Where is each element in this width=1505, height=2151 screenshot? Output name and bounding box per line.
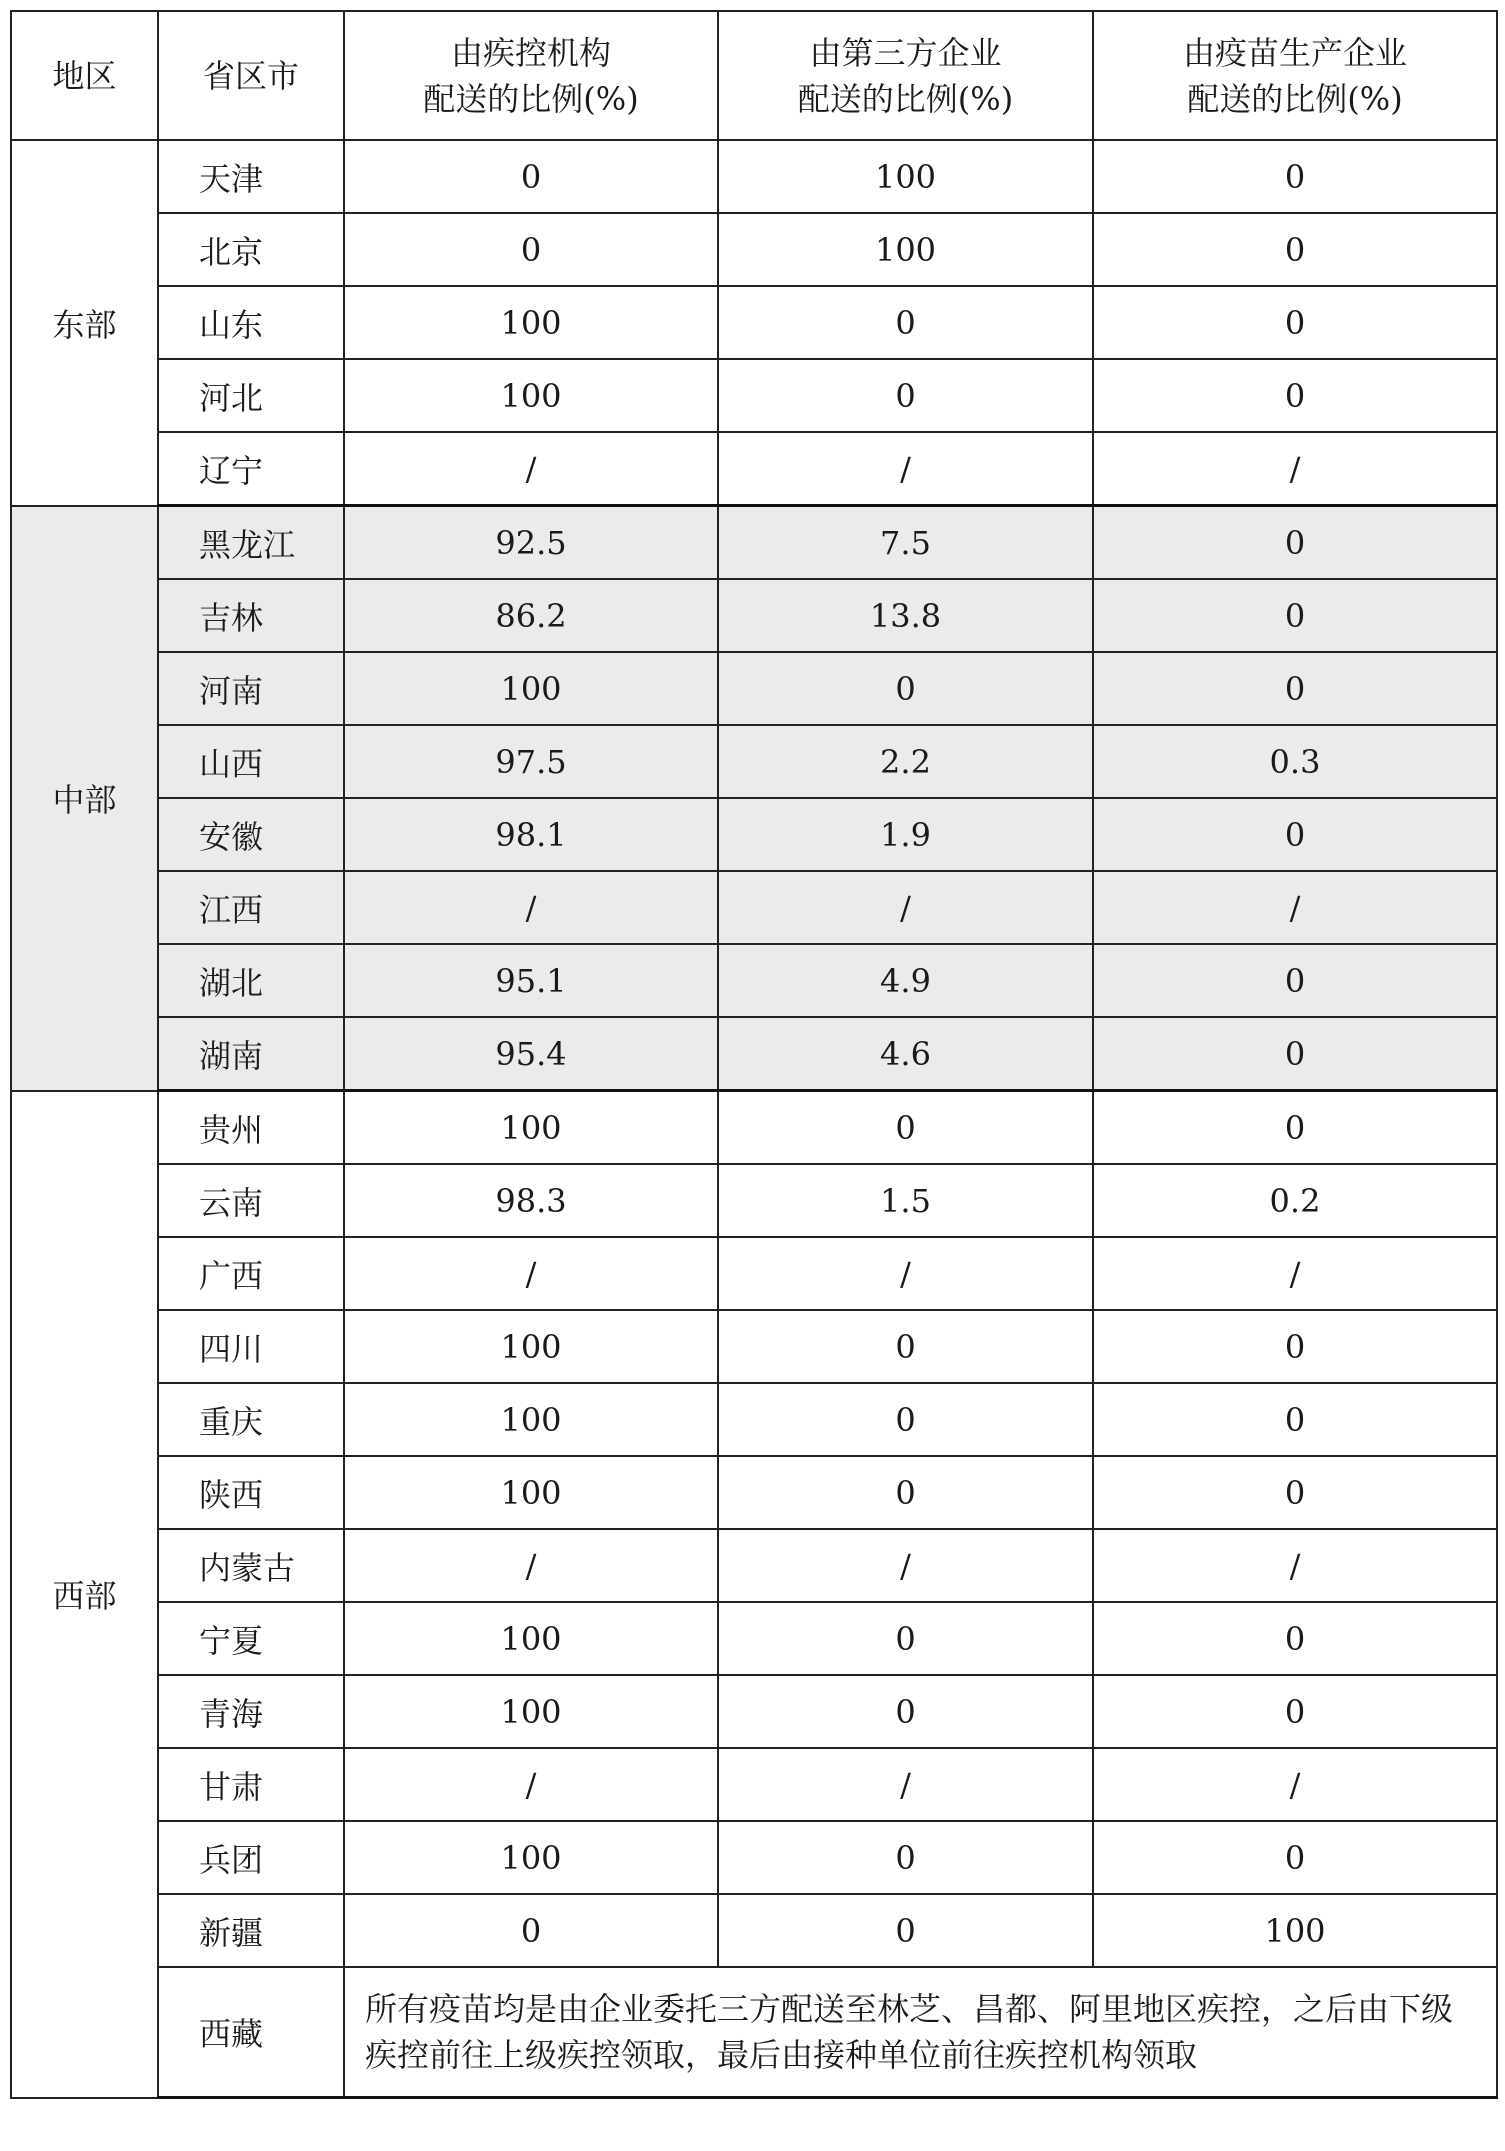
manufacturer-value-cell: 0 (1093, 213, 1497, 286)
third-party-value-cell: 0 (718, 1091, 1093, 1165)
table-row (11, 1602, 1497, 1675)
third-party-value-cell: 13.8 (718, 579, 1093, 652)
table-row (11, 1310, 1497, 1383)
cdc-value-cell: 100 (344, 1310, 718, 1383)
vaccine-distribution-table (10, 10, 1498, 2099)
third-party-value-cell: 0 (718, 1602, 1093, 1675)
third-party-value-cell: 100 (718, 213, 1093, 286)
manufacturer-value-cell: 0.3 (1093, 725, 1497, 798)
table-row (11, 1967, 1497, 2098)
province-cell: 兵团 (158, 1821, 344, 1894)
province-cell: 辽宁 (158, 432, 344, 506)
manufacturer-value-cell: / (1093, 1748, 1497, 1821)
third-party-value-cell: / (718, 871, 1093, 944)
table-row (11, 579, 1497, 652)
third-party-value-cell: / (718, 1237, 1093, 1310)
table-row (11, 213, 1497, 286)
third-party-value-cell: 0 (718, 1383, 1093, 1456)
province-cell: 安徽 (158, 798, 344, 871)
header-third-party (718, 11, 1093, 140)
note-cell: 所有疫苗均是由企业委托三方配送至林芝、昌都、阿里地区疾控，之后由下级疾控前往上级疾控领取，最后由接种单位前往疾控机构领取 (344, 1967, 1497, 2098)
manufacturer-value-cell: 0 (1093, 579, 1497, 652)
manufacturer-value-cell: 0 (1093, 1310, 1497, 1383)
table-header (11, 11, 1497, 140)
province-cell: 山东 (158, 286, 344, 359)
cdc-value-cell: 0 (344, 213, 718, 286)
third-party-value-cell: 0 (718, 1821, 1093, 1894)
cdc-value-cell: / (344, 871, 718, 944)
header-cdc (344, 11, 718, 140)
manufacturer-value-cell: / (1093, 432, 1497, 506)
province-cell: 四川 (158, 1310, 344, 1383)
province-cell: 西藏 (158, 1967, 344, 2098)
province-cell: 江西 (158, 871, 344, 944)
province-cell: 贵州 (158, 1091, 344, 1165)
cdc-value-cell: 100 (344, 1456, 718, 1529)
third-party-value-cell: 4.9 (718, 944, 1093, 1017)
table-row (11, 944, 1497, 1017)
third-party-value-cell: 0 (718, 1310, 1093, 1383)
third-party-value-cell: 0 (718, 1894, 1093, 1967)
province-cell: 云南 (158, 1164, 344, 1237)
table-row (11, 1675, 1497, 1748)
cdc-value-cell: 95.1 (344, 944, 718, 1017)
province-cell: 宁夏 (158, 1602, 344, 1675)
table-row (11, 1894, 1497, 1967)
manufacturer-value-cell: / (1093, 871, 1497, 944)
table-row (11, 359, 1497, 432)
table-row (11, 1748, 1497, 1821)
cdc-value-cell: / (344, 1748, 718, 1821)
manufacturer-value-cell: 0 (1093, 286, 1497, 359)
manufacturer-value-cell: / (1093, 1237, 1497, 1310)
manufacturer-value-cell: 0 (1093, 1821, 1497, 1894)
table-row (11, 1164, 1497, 1237)
header-province: 省区市 (158, 11, 344, 140)
header-third-party-line2: 配送的比例(%) (797, 79, 1014, 118)
cdc-value-cell: 92.5 (344, 506, 718, 580)
province-cell: 河北 (158, 359, 344, 432)
cdc-value-cell: 100 (344, 1675, 718, 1748)
manufacturer-value-cell: 0 (1093, 1091, 1497, 1165)
manufacturer-value-cell: 0 (1093, 1602, 1497, 1675)
third-party-value-cell: 0 (718, 359, 1093, 432)
province-cell: 新疆 (158, 1894, 344, 1967)
province-cell: 河南 (158, 652, 344, 725)
third-party-value-cell: 0 (718, 1675, 1093, 1748)
third-party-value-cell: 0 (718, 1456, 1093, 1529)
province-cell: 湖北 (158, 944, 344, 1017)
manufacturer-value-cell: 0 (1093, 1456, 1497, 1529)
cdc-value-cell: / (344, 1529, 718, 1602)
table-body (11, 140, 1497, 2098)
third-party-value-cell: 0 (718, 286, 1093, 359)
region-cell: 东部 (11, 140, 158, 506)
third-party-value-cell: 1.9 (718, 798, 1093, 871)
cdc-value-cell: 100 (344, 286, 718, 359)
table-row (11, 1383, 1497, 1456)
header-region: 地区 (11, 11, 158, 140)
province-cell: 黑龙江 (158, 506, 344, 580)
region-cell: 西部 (11, 1091, 158, 2098)
table-row (11, 432, 1497, 506)
table-row (11, 1091, 1497, 1165)
table-row (11, 798, 1497, 871)
table-row (11, 286, 1497, 359)
third-party-value-cell: 100 (718, 140, 1093, 213)
cdc-value-cell: 100 (344, 652, 718, 725)
manufacturer-value-cell: 0.2 (1093, 1164, 1497, 1237)
manufacturer-value-cell: 0 (1093, 359, 1497, 432)
manufacturer-value-cell: 0 (1093, 1383, 1497, 1456)
province-cell: 青海 (158, 1675, 344, 1748)
header-manufacturer-line2: 配送的比例(%) (1187, 79, 1403, 118)
third-party-value-cell: / (718, 432, 1093, 506)
region-cell: 中部 (11, 506, 158, 1091)
cdc-value-cell: / (344, 1237, 718, 1310)
cdc-value-cell: 100 (344, 359, 718, 432)
province-cell: 陕西 (158, 1456, 344, 1529)
table-row (11, 871, 1497, 944)
third-party-value-cell: 1.5 (718, 1164, 1093, 1237)
table-row (11, 652, 1497, 725)
cdc-value-cell: 0 (344, 140, 718, 213)
province-cell: 广西 (158, 1237, 344, 1310)
header-cdc-line2: 配送的比例(%) (423, 79, 639, 118)
cdc-value-cell: 0 (344, 1894, 718, 1967)
cdc-value-cell: 97.5 (344, 725, 718, 798)
cdc-value-cell: 100 (344, 1091, 718, 1165)
province-cell: 湖南 (158, 1017, 344, 1091)
manufacturer-value-cell: 0 (1093, 652, 1497, 725)
third-party-value-cell: / (718, 1529, 1093, 1602)
header-manufacturer (1093, 11, 1497, 140)
table-row (11, 1017, 1497, 1091)
third-party-value-cell: / (718, 1748, 1093, 1821)
third-party-value-cell: 2.2 (718, 725, 1093, 798)
cdc-value-cell: 98.3 (344, 1164, 718, 1237)
province-cell: 内蒙古 (158, 1529, 344, 1602)
third-party-value-cell: 0 (718, 652, 1093, 725)
province-cell: 甘肃 (158, 1748, 344, 1821)
manufacturer-value-cell: 0 (1093, 1017, 1497, 1091)
cdc-value-cell: / (344, 432, 718, 506)
table-row (11, 1237, 1497, 1310)
manufacturer-value-cell: 0 (1093, 140, 1497, 213)
header-manufacturer-line1: 由疫苗生产企业 (1182, 33, 1407, 72)
header-cdc-line1: 由疾控机构 (450, 33, 611, 72)
table-row (11, 1456, 1497, 1529)
province-cell: 北京 (158, 213, 344, 286)
third-party-value-cell: 4.6 (718, 1017, 1093, 1091)
province-cell: 山西 (158, 725, 344, 798)
table-row (11, 140, 1497, 213)
third-party-value-cell: 7.5 (718, 506, 1093, 580)
cdc-value-cell: 100 (344, 1383, 718, 1456)
cdc-value-cell: 98.1 (344, 798, 718, 871)
table-row (11, 1821, 1497, 1894)
table-row (11, 725, 1497, 798)
manufacturer-value-cell: / (1093, 1529, 1497, 1602)
manufacturer-value-cell: 0 (1093, 506, 1497, 580)
province-cell: 重庆 (158, 1383, 344, 1456)
cdc-value-cell: 95.4 (344, 1017, 718, 1091)
cdc-value-cell: 100 (344, 1821, 718, 1894)
cdc-value-cell: 100 (344, 1602, 718, 1675)
manufacturer-value-cell: 0 (1093, 944, 1497, 1017)
province-cell: 吉林 (158, 579, 344, 652)
table-row (11, 1529, 1497, 1602)
cdc-value-cell: 86.2 (344, 579, 718, 652)
manufacturer-value-cell: 0 (1093, 1675, 1497, 1748)
manufacturer-value-cell: 100 (1093, 1894, 1497, 1967)
province-cell: 天津 (158, 140, 344, 213)
manufacturer-value-cell: 0 (1093, 798, 1497, 871)
header-third-party-line1: 由第三方企业 (809, 33, 1002, 72)
table-row (11, 506, 1497, 580)
